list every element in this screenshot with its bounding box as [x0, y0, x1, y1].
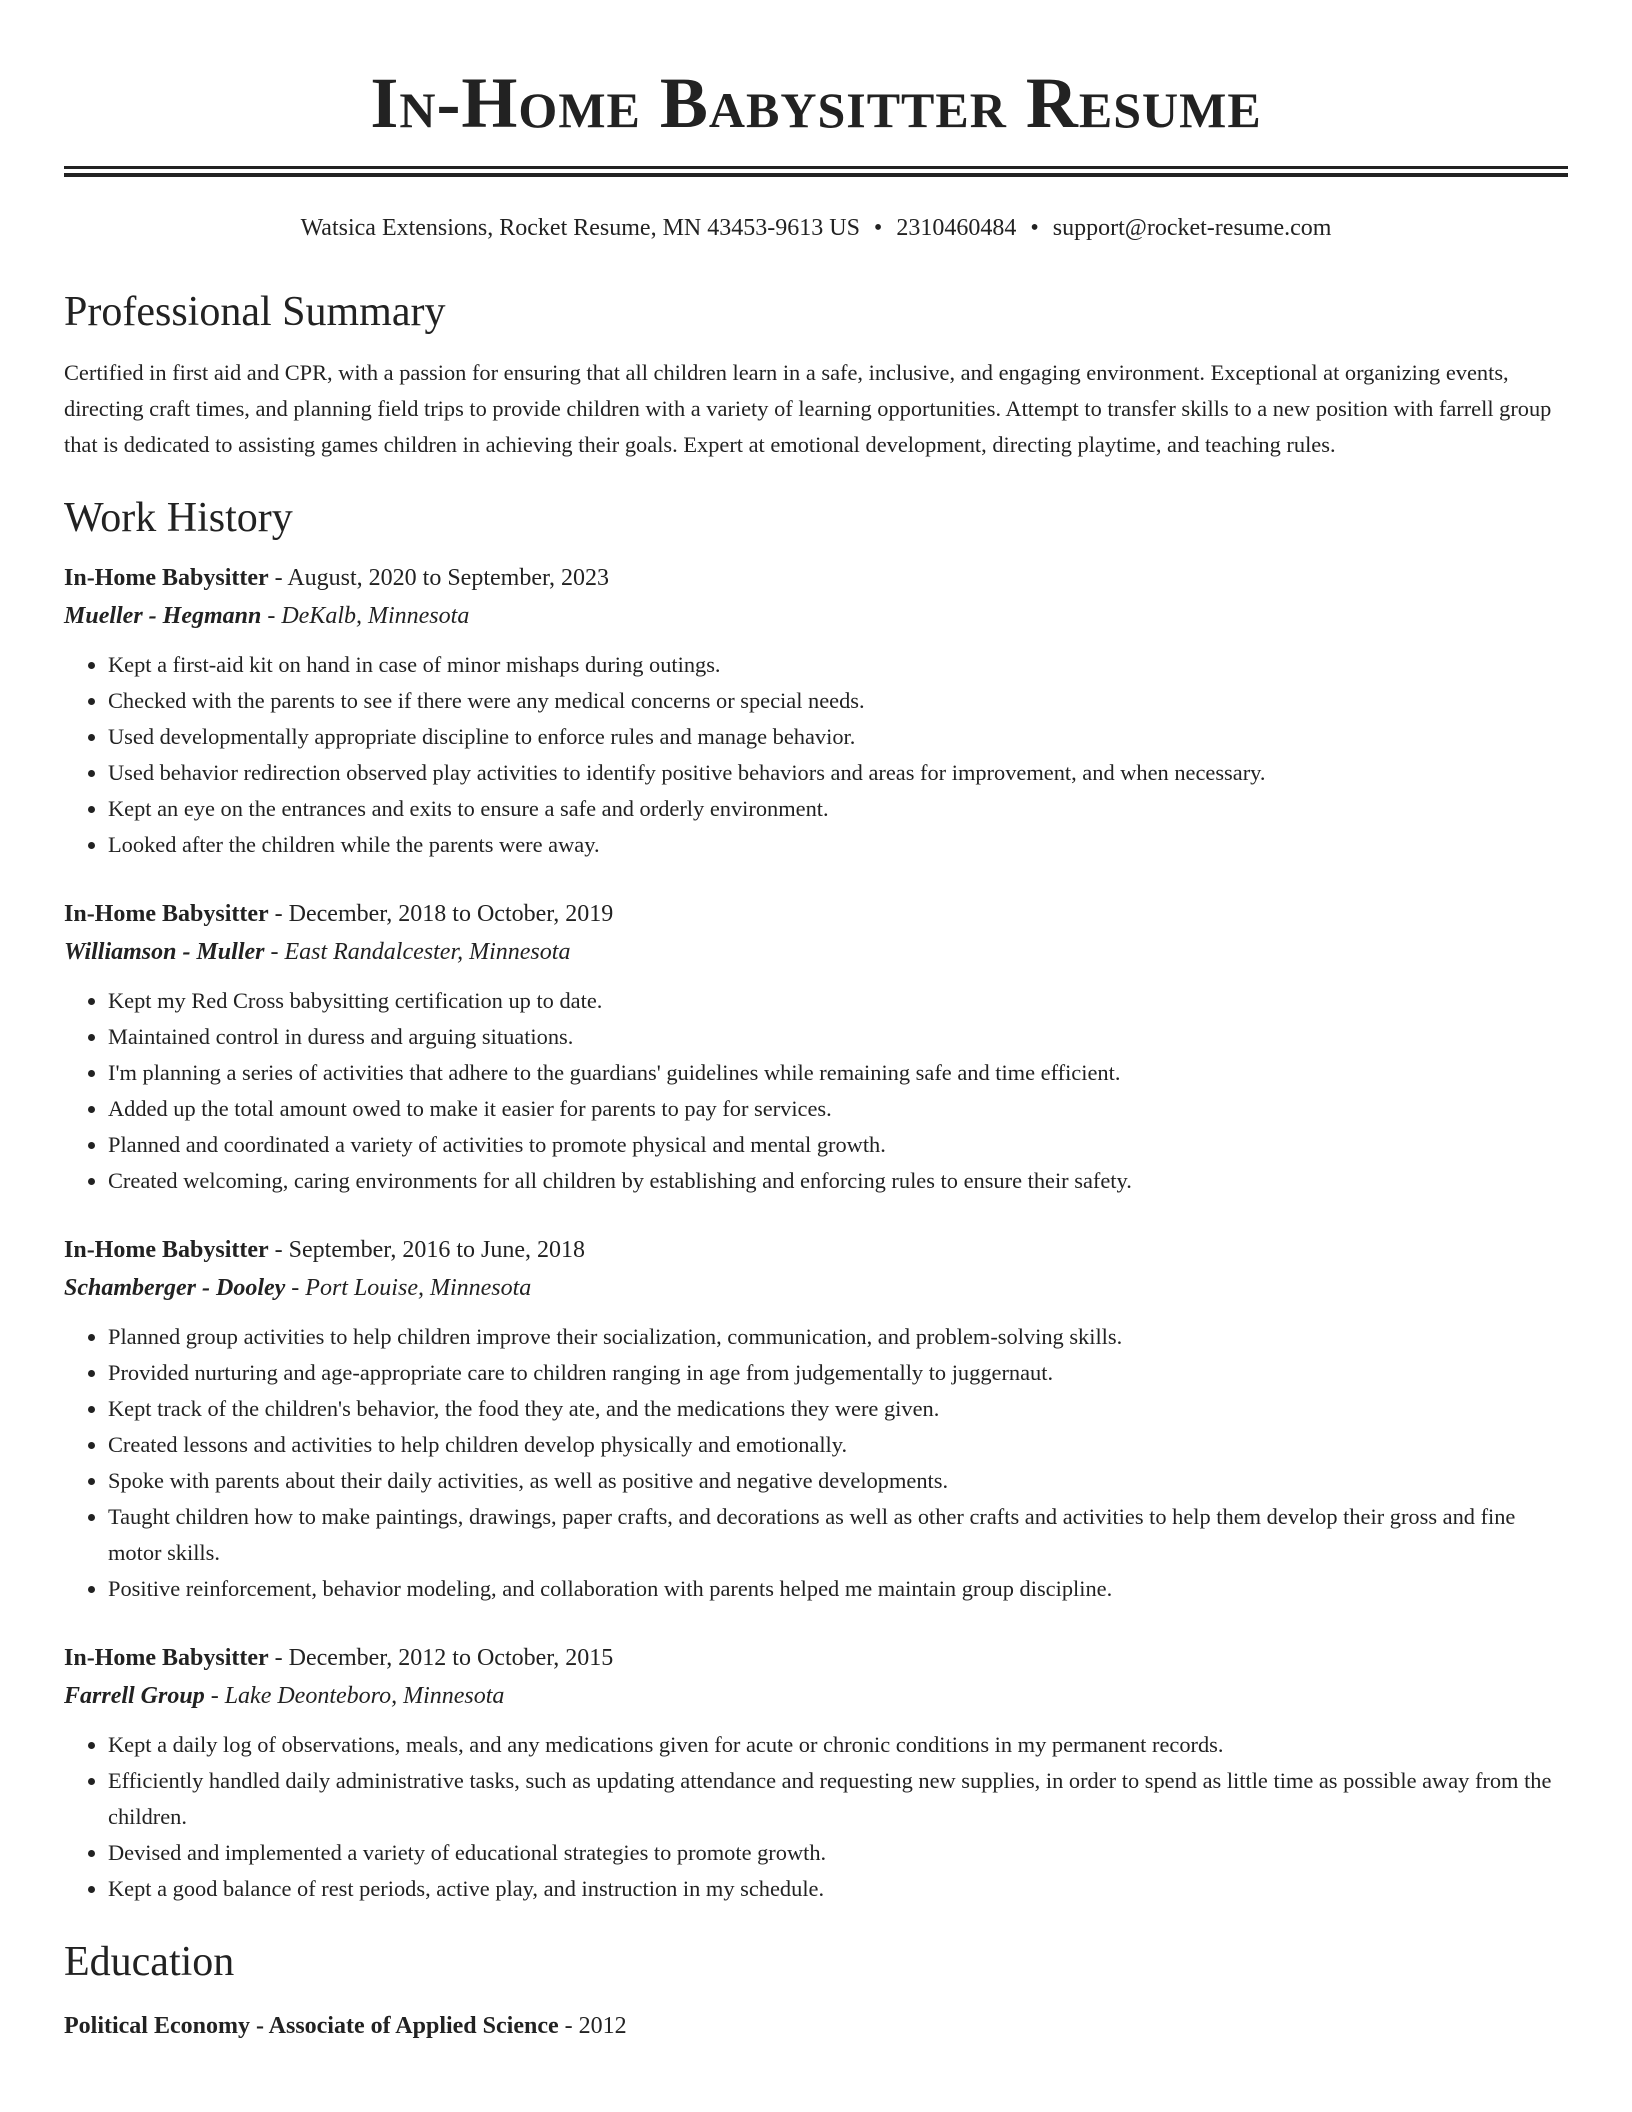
job-bullet: • Kept track of the children's behavior, the food they ate, and the medications they were given. [108, 1391, 1568, 1427]
job-company: Williamson - Muller [64, 939, 265, 965]
job-bullet: • Created lessons and activities to help children develop physically and emotionally. [108, 1427, 1568, 1463]
job-bullet: • Taught children how to make paintings, drawings, paper crafts, and decorations as well as other crafts and activities to help them develop their gross and fine motor skills. [108, 1499, 1568, 1571]
job-bullet: • Looked after the children while the parents were away. [108, 827, 1568, 863]
job-title-line [64, 895, 1568, 933]
job-bullet: • Planned group activities to help children improve their socialization, communication, and problem-solving skills. [108, 1319, 1568, 1355]
job-company: Farrell Group [64, 1683, 205, 1709]
job-entry [64, 895, 1568, 1199]
job-title-line [64, 559, 1568, 597]
job-location: - Lake Deonteboro, Minnesota [204, 1683, 505, 1709]
job-title-line [64, 1231, 1568, 1269]
job-bullet: • Provided nurturing and age-appropriate care to children ranging in age from judgementally to juggernaut. [108, 1355, 1568, 1391]
job-bullet: • Efficiently handled daily administrative tasks, such as updating attendance and requesting new supplies, in order to spend as little time as possible away from the children. [108, 1763, 1568, 1835]
job-bullet: • Maintained control in duress and arguing situations. [108, 1019, 1568, 1055]
job-bullets [64, 1727, 1568, 1907]
job-title: In-Home Babysitter [64, 1645, 269, 1671]
job-title: In-Home Babysitter [64, 1237, 269, 1263]
job-bullet: • Added up the total amount owed to make it easier for parents to pay for services. [108, 1091, 1568, 1127]
job-dates: - December, 2018 to October, 2019 [268, 901, 614, 927]
contact-line [64, 213, 1568, 243]
job-bullet: • Checked with the parents to see if there were any medical concerns or special needs. [108, 683, 1568, 719]
summary-text: Certified in first aid and CPR, with a passion for ensuring that all children learn in a safe, inclusive, and engaging environment. Exceptional at organizing events, directing craft times, and planning field trips to provide children with a variety of learning opportunities. Attempt to transfer skills to a new position with farrell group that is dedicated to assisting games children in achieving their goals. Expert at emotional development, directing playtime, and teaching rules. [64, 360, 1552, 457]
job-title-line [64, 1639, 1568, 1677]
job-company-line [64, 1677, 1568, 1715]
job-location: - DeKalb, Minnesota [261, 603, 470, 629]
job-dates: - August, 2020 to September, 2023 [268, 565, 610, 591]
job-title: In-Home Babysitter [64, 565, 269, 591]
job-company: Mueller - Hegmann [64, 603, 262, 629]
summary-heading: Professional Summary [64, 289, 446, 335]
job-bullets [64, 1319, 1568, 1607]
job-location: - East Randalcester, Minnesota [264, 939, 571, 965]
job-bullet: • Kept an eye on the entrances and exits to ensure a safe and orderly environment. [108, 791, 1568, 827]
job-company-line [64, 1269, 1568, 1307]
education-degree: Political Economy - Associate of Applied Science [64, 2013, 559, 2039]
job-bullet: • Spoke with parents about their daily activities, as well as positive and negative developments. [108, 1463, 1568, 1499]
contact-phone: 2310460484 [896, 215, 1017, 241]
job-bullet: • Used developmentally appropriate discipline to enforce rules and manage behavior. [108, 719, 1568, 755]
job-title: In-Home Babysitter [64, 901, 269, 927]
job-entry [64, 1639, 1568, 1907]
title-divider [64, 166, 1568, 177]
job-bullet: • I'm planning a series of activities that adhere to the guardians' guidelines while remaining safe and time efficient. [108, 1055, 1568, 1091]
job-bullet: • Kept my Red Cross babysitting certification up to date. [108, 983, 1568, 1019]
job-dates: - September, 2016 to June, 2018 [268, 1237, 585, 1263]
work-history-heading: Work History [64, 495, 293, 541]
job-bullet: • Kept a daily log of observations, meals, and any medications given for acute or chronic conditions in my permanent records. [108, 1727, 1568, 1763]
job-bullets [64, 647, 1568, 863]
job-bullet: • Used behavior redirection observed play activities to identify positive behaviors and areas for improvement, and when necessary. [108, 755, 1568, 791]
job-company-line [64, 597, 1568, 635]
job-bullet: • Planned and coordinated a variety of activities to promote physical and mental growth. [108, 1127, 1568, 1163]
job-bullets [64, 983, 1568, 1199]
job-entry [64, 1231, 1568, 1607]
job-bullet: • Devised and implemented a variety of educational strategies to promote growth. [108, 1835, 1568, 1871]
contact-address: Watsica Extensions, Rocket Resume, MN 43453-9613 US [300, 215, 860, 241]
contact-separator: • [1030, 215, 1039, 241]
job-company-line [64, 933, 1568, 971]
contact-separator: • [873, 215, 883, 241]
job-company: Schamberger - Dooley [64, 1275, 286, 1301]
job-entry [64, 559, 1568, 863]
contact-email: support@rocket-resume.com [1052, 215, 1332, 241]
job-bullet: • Kept a first-aid kit on hand in case of minor mishaps during outings. [108, 647, 1568, 683]
education-entry [64, 2007, 1568, 2045]
job-bullet: • Positive reinforcement, behavior modeling, and collaboration with parents helped me maintain group discipline. [108, 1571, 1568, 1607]
job-bullet: • Created welcoming, caring environments for all children by establishing and enforcing rules to ensure their safety. [108, 1163, 1568, 1199]
job-location: - Port Louise, Minnesota [285, 1275, 532, 1301]
education-heading: Education [64, 1939, 235, 1985]
education-year: - 2012 [558, 2013, 627, 2039]
job-dates: - December, 2012 to October, 2015 [268, 1645, 614, 1671]
job-bullet: • Kept a good balance of rest periods, active play, and instruction in my schedule. [108, 1871, 1568, 1907]
resume-title: In-Home Babysitter Resume [370, 63, 1262, 143]
